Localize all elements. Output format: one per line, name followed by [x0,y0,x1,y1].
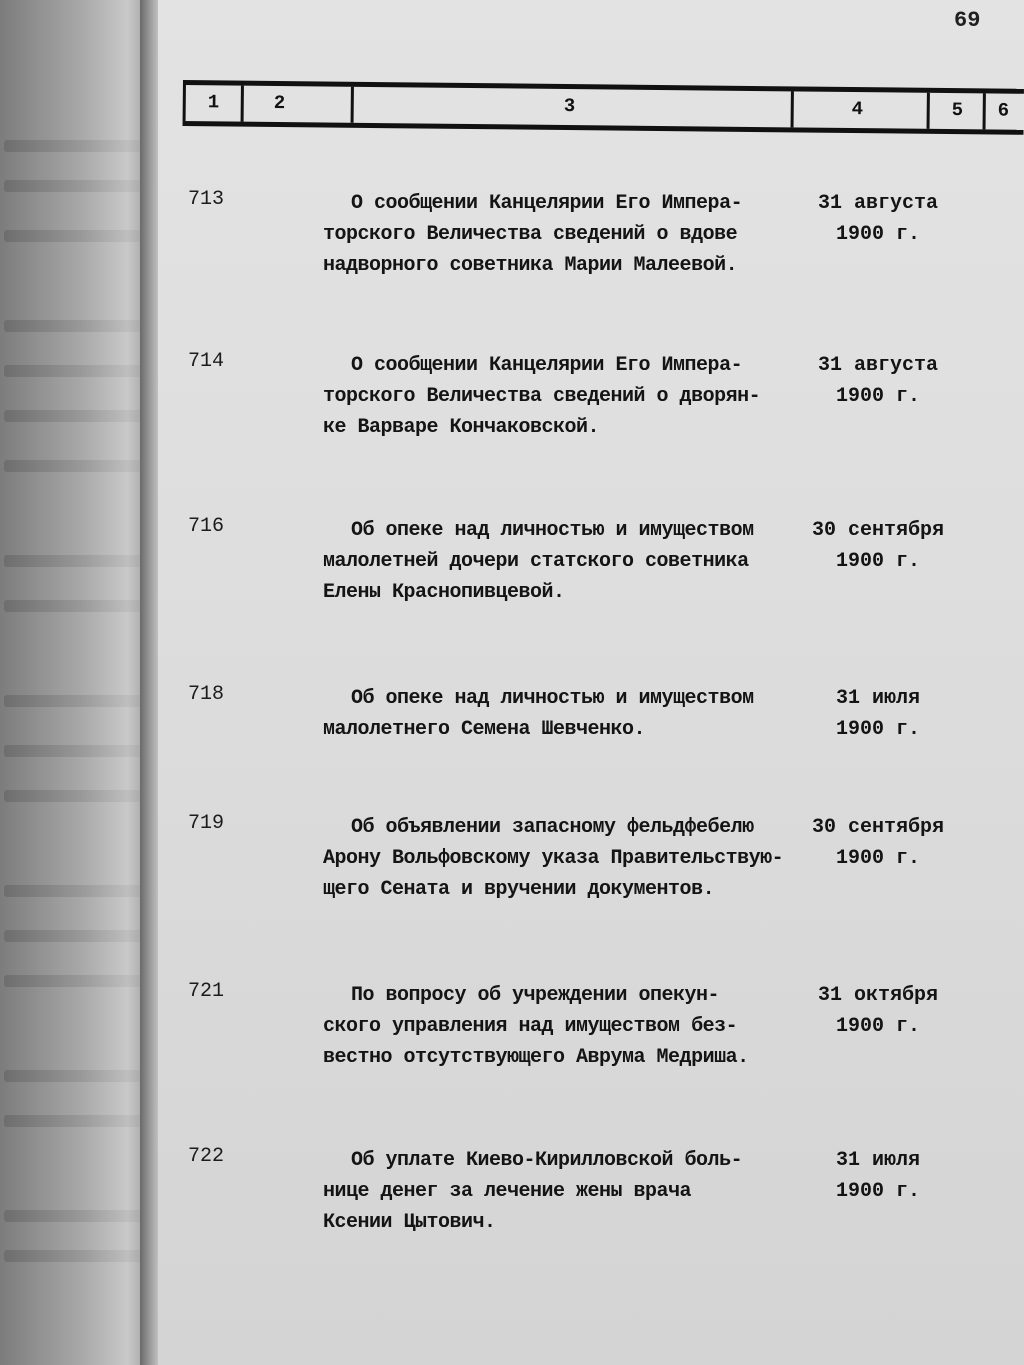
entry-number: 721 [188,980,225,1003]
entry-description: О сообщении Канцелярии Его Импера- торского Величества сведений о дворян- ке Варваре Кончаковской. [323,354,761,439]
entry-description: Об уплате Киево-Кирилловской боль- нице денег за лечение жены врача Ксении Цытович. [323,1149,743,1234]
header-col-1 [183,85,241,122]
bleed-through-text [4,555,144,567]
bleed-through-text [4,320,144,332]
bleed-through-text [4,695,144,707]
entry-date: 31 августа 1900 г. [817,192,939,246]
bleed-through-text [4,230,144,242]
bleed-through-text [4,790,144,802]
entry-description: Об объявлении запасному фельдфебелю Арону Вольфовскому указа Правительствую- щего Сената и вручении документов. [323,816,784,901]
bleed-through-text [4,460,144,472]
bleed-through-text [4,885,144,897]
header-col-label: 1 [207,91,220,114]
entry-date: 31 июля 1900 г. [835,687,920,741]
page-number: 69 [954,8,981,33]
header-col-6 [983,93,1024,129]
header-col-label: 5 [951,99,964,122]
entry-description: Об опеке над личностью и имуществом малолетней дочери статского советника Елены Краснопивцевой. [323,519,754,604]
entry-number: 714 [188,350,225,373]
entry-number: 716 [188,515,225,538]
entry-description: Об опеке над личностью и имуществом малолетнего Семена Шевченко. [323,687,754,741]
bleed-through-text [4,1250,144,1262]
entry-number: 718 [188,683,225,706]
entry-date: 30 сентября 1900 г. [811,816,945,870]
bleed-through-text [4,1210,144,1222]
bleed-through-text [4,745,144,757]
entry-number: 713 [188,188,225,211]
bleed-through-text [4,365,144,377]
bleed-through-text [4,1115,144,1127]
bleed-through-text [4,180,144,192]
facing-page [0,0,150,1365]
entry-number: 722 [188,1145,225,1168]
header-col-2 [241,86,351,123]
entry-description: По вопросу об учреждении опекун- ского управления над имуществом без- вестно отсутствующего Аврума Медриша. [323,984,749,1069]
header-col-label: 4 [851,98,864,121]
header-col-label: 3 [563,94,576,118]
bleed-through-text [4,975,144,987]
entry-date: 30 сентября 1900 г. [811,519,945,573]
entry-date: 31 июля 1900 г. [835,1149,920,1203]
bleed-through-text [4,410,144,422]
entry-description: О сообщении Канцелярии Его Импера- торского Величества сведений о вдове надворного советника Марии Малеевой. [323,192,743,277]
table-header [183,80,1024,135]
entry-date: 31 августа 1900 г. [817,354,939,408]
header-col-label: 6 [997,99,1010,122]
bleed-through-text [4,1070,144,1082]
entry-date: 31 октября 1900 г. [817,984,939,1038]
document-page [158,0,1024,1365]
bleed-through-text [4,140,144,152]
header-col-5 [927,93,983,130]
bleed-through-text [4,930,144,942]
header-col-4 [791,91,927,128]
header-col-3 [351,87,791,128]
header-col-label: 2 [273,91,286,115]
entry-number: 719 [188,812,225,835]
bleed-through-text [4,600,144,612]
